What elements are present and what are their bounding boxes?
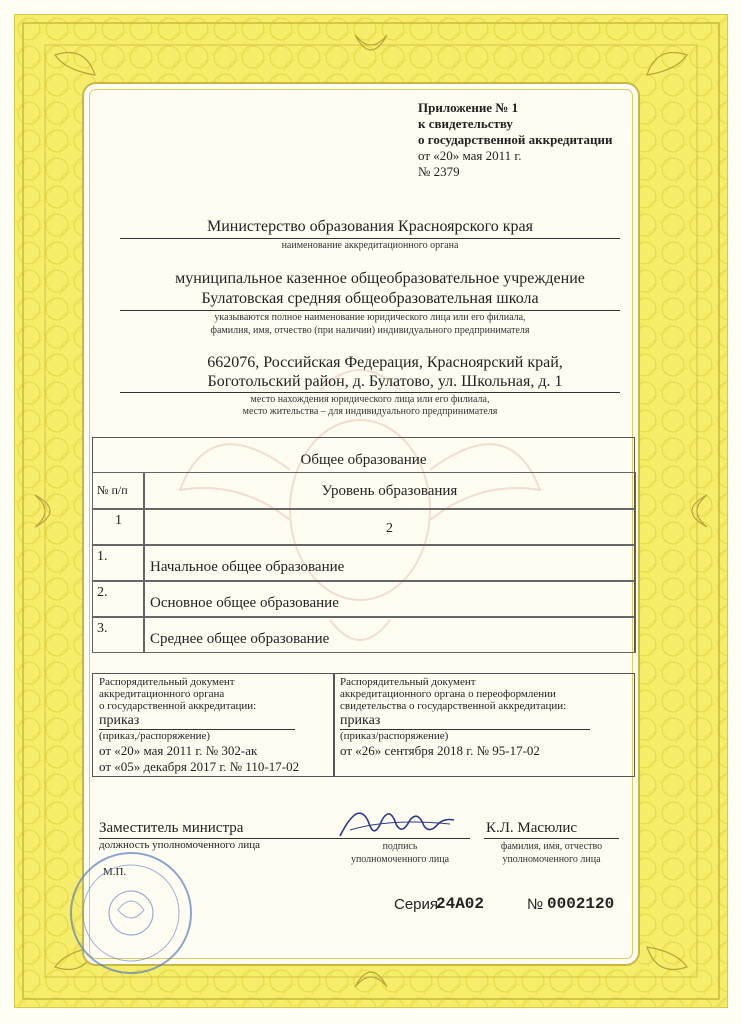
- appendix-line3: о государственной аккредитации: [418, 132, 613, 147]
- name-underline: [484, 838, 619, 839]
- doc-right-type: приказ: [340, 713, 381, 728]
- row-level: Среднее общее образование: [150, 631, 330, 647]
- header-num-label: № п/п: [97, 483, 128, 497]
- table-row: [143, 580, 636, 618]
- authority-caption: наименование аккредитационного органа: [281, 240, 459, 251]
- row-level: Основное общее образование: [150, 595, 339, 611]
- doc-left-head3: о государственной аккредитации:: [99, 700, 257, 712]
- header-cell-num: [92, 472, 145, 510]
- appendix-title: Приложение № 1: [418, 100, 519, 115]
- signature-caption2: уполномоченного лица: [350, 854, 450, 865]
- appendix-line2: к свидетельству: [418, 116, 513, 131]
- signer-name-caption2: уполномоченного лица: [502, 854, 601, 865]
- address-caption2: место жительства – для индивидуального предпринимателя: [242, 406, 498, 417]
- index-1: 1: [115, 513, 122, 528]
- row-level: Начальное общее образование: [150, 559, 345, 575]
- official-stamp: [66, 848, 196, 978]
- organization-line2: Булатовская средняя общеобразовательная школа: [201, 290, 539, 307]
- table-title: Общее образование: [300, 452, 427, 468]
- doc-left-box: [92, 673, 335, 777]
- header-cell-level: [143, 472, 636, 510]
- address-caption1: место нахождения юридического лица или его филиала,: [250, 394, 490, 405]
- table-row: [143, 616, 636, 653]
- address-line1: 662076, Российская Федерация, Красноярский край,: [207, 354, 563, 371]
- header-level-label: Уровень образования: [321, 483, 458, 499]
- doc-left-date2: от «05» декабря 2017 г. № 110-17-02: [99, 759, 300, 774]
- table-row-num: [92, 580, 145, 618]
- doc-left-head1: Распорядительный документ: [99, 676, 235, 688]
- doc-right-box: [333, 673, 635, 777]
- row-number: 1.: [97, 549, 108, 564]
- table-row-num: [92, 544, 145, 582]
- number-label: №: [527, 896, 544, 913]
- doc-right-head2: аккредитационного органа о переоформлении: [340, 688, 556, 700]
- doc-left-head2: аккредитационного органа: [99, 688, 225, 700]
- doc-left-type: приказ: [99, 713, 140, 728]
- education-table: [92, 437, 635, 653]
- doc-right-head3: свидетельства о государственной аккредитации:: [340, 700, 567, 712]
- signature-caption1: подпись: [382, 841, 418, 852]
- doc-right-head1: Распорядительный документ: [340, 676, 476, 688]
- address-line2: Боготольский район, д. Булатово, ул. Школьная, д. 1: [207, 373, 563, 390]
- row-number: 3.: [97, 621, 108, 636]
- doc-left-type-caption: (приказ,/распоряжение): [99, 730, 211, 742]
- doc-right-date1: от «26» сентября 2018 г. № 95-17-02: [340, 743, 540, 758]
- appendix-number: № 2379: [418, 164, 460, 179]
- index-cell-1: [92, 508, 145, 546]
- number-value: 0002120: [547, 895, 615, 913]
- appendix-date: от «20» мая 2011 г.: [418, 148, 522, 163]
- index-2: 2: [386, 521, 393, 536]
- signature-underline: [330, 838, 470, 839]
- signer-name: К.Л. Масюлис: [486, 820, 578, 836]
- series-value: 24А02: [436, 895, 485, 913]
- doc-right-type-caption: (приказ/распоряжение): [340, 730, 449, 742]
- table-row: [143, 544, 636, 582]
- organization-line1: муниципальное казенное общеобразовательное учреждение: [175, 270, 585, 287]
- series-label: Серия: [394, 896, 439, 913]
- index-cell-2: [143, 508, 636, 546]
- signer-position-caption: должность уполномоченного лица: [99, 839, 261, 851]
- signer-position: Заместитель министра: [99, 820, 244, 836]
- organization-caption1: указываются полное наименование юридического лица или его филиала,: [214, 312, 526, 323]
- table-row-num: [92, 616, 145, 653]
- doc-left-date1: от «20» мая 2011 г. № 302-ак: [99, 743, 258, 758]
- organization-caption2: фамилия, имя, отчество (при наличии) индивидуального предпринимателя: [210, 325, 530, 336]
- signer-name-caption1: фамилия, имя, отчество: [500, 841, 603, 852]
- stamp-place-label: М.П.: [103, 866, 127, 878]
- authority-name: Министерство образования Красноярского края: [207, 218, 533, 235]
- row-number: 2.: [97, 585, 108, 600]
